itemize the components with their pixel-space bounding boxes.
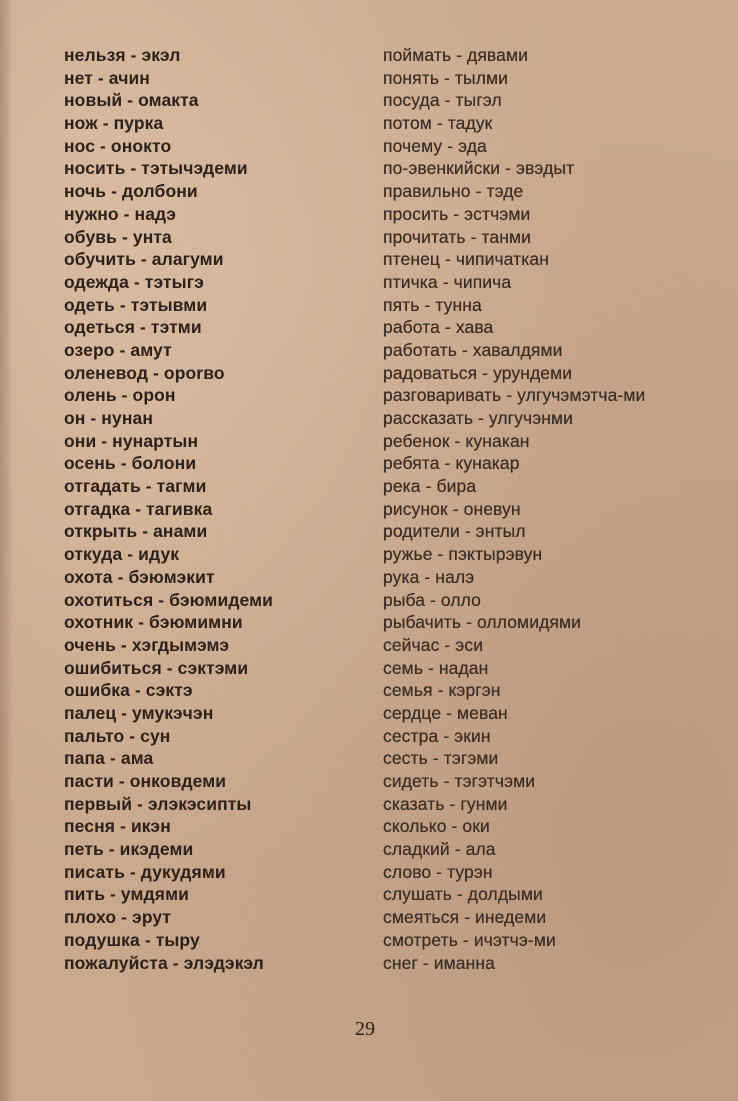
entry-right-12: пять - тунна [383,294,482,315]
entry-right-4: потом - тадук [383,113,493,134]
entry-left-38: пить - умдями [64,884,189,905]
entry-left-13: одеться - тэтми [64,317,202,338]
entry-right-35: сколько - оки [383,816,490,837]
entry-right-30: сердце - меван [383,702,508,723]
entry-right-25: рыба - олло [383,589,482,610]
entry-right-39: смеяться - инедеми [383,907,547,928]
entry-left-12: одеть - тэтывми [64,294,208,315]
entry-left-4: нож - пурка [64,113,164,134]
entry-left-27: очень - хэгдымэмэ [64,634,230,655]
entry-left-39: плохо - эрут [64,907,172,928]
entry-right-26: рыбачить - олломидями [383,612,581,633]
left-column [64,44,354,974]
entry-left-25: охотиться - бэюмидеми [64,589,274,610]
entry-left-20: отгадать - тагми [64,476,207,497]
entry-left-1: нельзя - экэл [64,45,181,65]
entry-left-30: палец - умукэчэн [64,702,214,723]
entry-left-15: оленевод - ороrво [64,362,225,383]
entry-left-2: нет - ачин [64,67,150,88]
entry-left-9: обувь - унта [64,226,172,247]
entry-right-16: разговаривать - улгучэмэтча-ми [383,385,646,406]
entry-right-36: сладкий - ала [383,839,496,860]
entry-left-40: подушка - тыру [64,929,200,950]
entry-left-36: петь - икэдеми [64,839,194,860]
entry-left-37: писать - дукудями [64,861,226,882]
entry-left-3: новый - омакта [64,90,199,111]
entry-left-19: осень - болони [64,453,197,474]
entry-left-8: нужно - надэ [64,203,177,224]
entry-left-33: пасти - онковдеми [64,771,227,791]
entry-right-19: ребята - кунакар [383,453,520,474]
entry-right-15: радоваться - урундеми [383,362,573,383]
entry-right-3: посуда - тыгэл [383,90,502,111]
entry-left-5: нос - онокто [64,135,172,156]
entry-left-11: одежда - тэтыгэ [64,271,204,292]
entry-left-10: обучить - алагуми [64,249,224,270]
entry-left-31: пальто - сун [64,725,171,746]
entry-right-8: просить - эстчэми [383,203,531,224]
entry-right-28: семь - надан [383,657,489,678]
page-edge-shadow [0,0,14,1101]
entry-left-34: первый - элэкэсипты [64,793,252,814]
entry-left-32: папа - ама [64,748,154,769]
entry-right-24: рука - налэ [383,566,475,587]
entry-right-37: слово - турэн [383,861,493,882]
entry-right-23: ружье - пэктырэвун [383,544,543,565]
entry-right-18: ребенок - кунакан [383,430,530,451]
entry-left-26: охотник - бэюмимни [64,612,243,633]
entry-right-41: снег - иманна [383,952,495,973]
entry-right-9: прочитать - танми [383,226,532,247]
entry-right-11: птичка - чипича [383,271,512,292]
entry-right-22: родители - энтыл [383,521,526,542]
entry-right-10: птенец - чипичаткан [383,249,549,270]
entry-right-5: почему - эда [383,135,487,156]
entry-left-29: ошибка - сэктэ [64,680,193,701]
entry-left-28: ошибиться - сэктэми [64,657,249,678]
entry-left-35: песня - икэн [64,816,171,837]
entry-right-2: понять - тылми [383,67,509,88]
entry-left-23: откуда - идук [64,544,180,565]
entry-right-20: река - бира [383,476,477,497]
entry-right-32: сесть - тэгэми [383,748,499,769]
entry-right-7: правильно - тэдe [383,181,524,202]
entry-left-24: охота - бэюмэкит [64,566,215,587]
entry-left-18: они - нунартын [64,430,199,451]
entry-left-17: он - нунан [64,408,153,428]
entry-right-29: семья - кэргэн [383,680,501,701]
page-number: 29 [355,1018,375,1040]
entry-right-21: рисунок - оневун [383,498,521,519]
entry-right-38: слушать - долдыми [383,884,543,905]
entry-right-31: сестра - экин [383,725,491,746]
entry-right-14: работать - хавалдями [383,339,563,360]
entry-right-40: смотреть - ичэтчэ-ми [383,929,556,950]
entry-right-17: рассказать - улгучэнми [383,408,574,428]
entry-left-7: ночь - долбони [64,181,198,202]
entry-right-1: поймать - дявами [383,45,528,65]
entry-right-33: сидеть - тэгэтчэми [383,771,536,791]
entry-left-41: пожалуйста - элэдэкэл [64,952,264,973]
entry-left-21: отгадка - тагивка [64,498,213,519]
entry-left-6: носить - тэтычэдеми [64,158,248,179]
entry-right-34: сказать - гунми [383,793,508,814]
entry-left-16: олень - орон [64,385,176,406]
entry-right-27: сейчас - эси [383,634,484,655]
entry-left-14: озеро - амут [64,339,172,360]
entry-right-6: по-эвенкийски - эвэдыт [383,158,575,179]
right-column [383,44,723,974]
entry-right-13: работа - хава [383,317,494,338]
entry-left-22: открыть - анами [64,521,208,542]
